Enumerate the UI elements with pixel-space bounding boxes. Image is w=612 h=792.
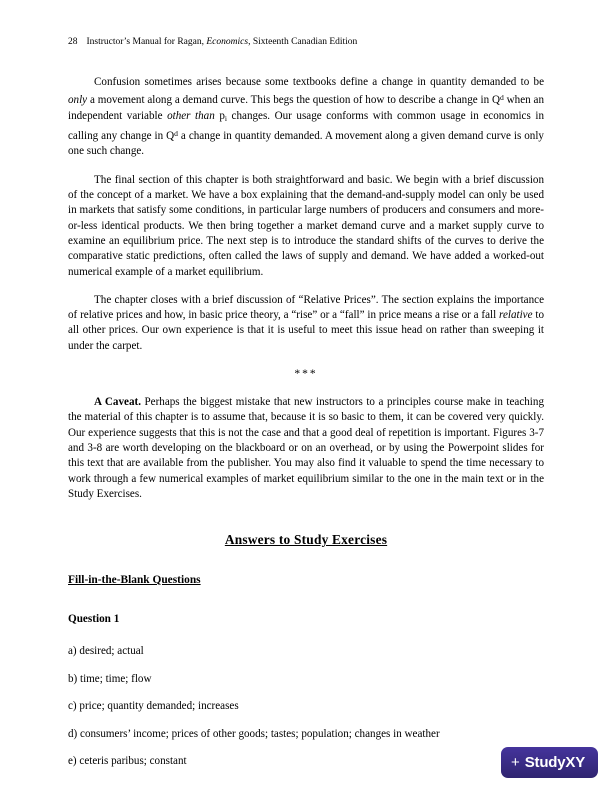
paragraph-quantity-demanded [68,75,544,160]
list-item: d) consumers’ income; prices of other goods; tastes; population; changes in weather [68,727,440,740]
list-item: b) time; time; flow [68,672,152,685]
p3-italic-relative: relative [499,309,533,322]
p1-text-3: when an independent variable [68,94,544,122]
subsection-title: Fill-in-the-Blank Questions [68,574,201,587]
p1-italic-only: only [68,94,88,107]
section-separator: *** [294,368,318,381]
page-title: Answers to Study Exercises [224,532,388,548]
p1-text-5: changes. Our usage conforms with common usage in economics in calling any change in Q [68,109,544,143]
p1-text-6: a change in quantity demanded. A movement along a given demand curve is only one such change. [68,130,544,158]
caveat-lead-in: A Caveat. [94,396,141,409]
list-item: c) price; quantity demanded; increases [68,700,239,713]
studyxy-watermark[interactable] [501,747,598,778]
p1-text-1: Confusion sometimes arises because some textbooks define a change in quantity demanded to be [94,76,544,88]
plus-icon: + [510,754,520,771]
list-item: e) ceteris paribus; constant [68,755,187,768]
watermark-brand-label: StudyXY [524,754,585,771]
question-heading: Question 1 [68,613,120,626]
p1-subscript-i: i [224,113,227,123]
page-header [68,36,544,49]
header-text-after: , Sixteenth Canadian Edition [248,37,358,47]
p1-text-2: a movement along a demand curve. This begs the question of how to describe a change in Q [87,94,501,107]
header-page-number: 28 [68,37,78,47]
header-text-before: Instructor’s Manual for Ragan, [86,37,207,47]
p1-superscript-d-1: d [500,93,504,103]
p3-text-2: to all other prices. Our own experience is that it is useful to meet this issue head on rather than sweeping it under the carpet. [68,309,544,352]
answer-list [68,644,544,769]
p1-text-4: p [214,109,225,122]
p3-text-1: The chapter closes with a brief discussion of “Relative Prices”. The section explains the importance of relative prices and how, in basic price theory, a “rise” or a “fall” in price means a rise or a fall [68,293,544,322]
paragraph-final-section: The final section of this chapter is both straightforward and basic. We begin with a brief discussion of the concept of a market. We have a box explaining that the demand-and-supply model can only be used in markets that satisfy some conditions, in particular large numbers of producers and consumers and more-or-less identical products. We then bring together a market demand curve and a market supply curve to examine an equilibrium price. The next step is to introduce the standard shifts of the curves to derive the comparative static predictions, often called the laws of supply and demand. We have added a worked-out numerical example of a market equilibrium. [68,173,544,278]
paragraph-a-caveat [68,395,544,502]
paragraph-relative-prices [68,293,544,354]
caveat-text: Perhaps the biggest mistake that new instructors to a principles course make in teaching the material of this chapter is to assume that, because it is so basic to them, it can be covered very quickly. Our experience suggests that this is not the case and that a good deal of repetition is important. Figures 3-7 and 3-8 are worth developing on the blackboard or on an overhead, or by using the Powerpoint slides for this text that are available from the publisher. You may also find it valuable to spend the time necessary to work through a few numerical examples of market equilibrium similar to the one in the main text or in the Study Exercises. [68,396,544,500]
header-book-title: Economics [206,37,249,47]
list-item: a) desired; actual [68,645,144,658]
p1-superscript-d-2: d [174,128,178,138]
p1-italic-other-than: other than [167,109,215,122]
